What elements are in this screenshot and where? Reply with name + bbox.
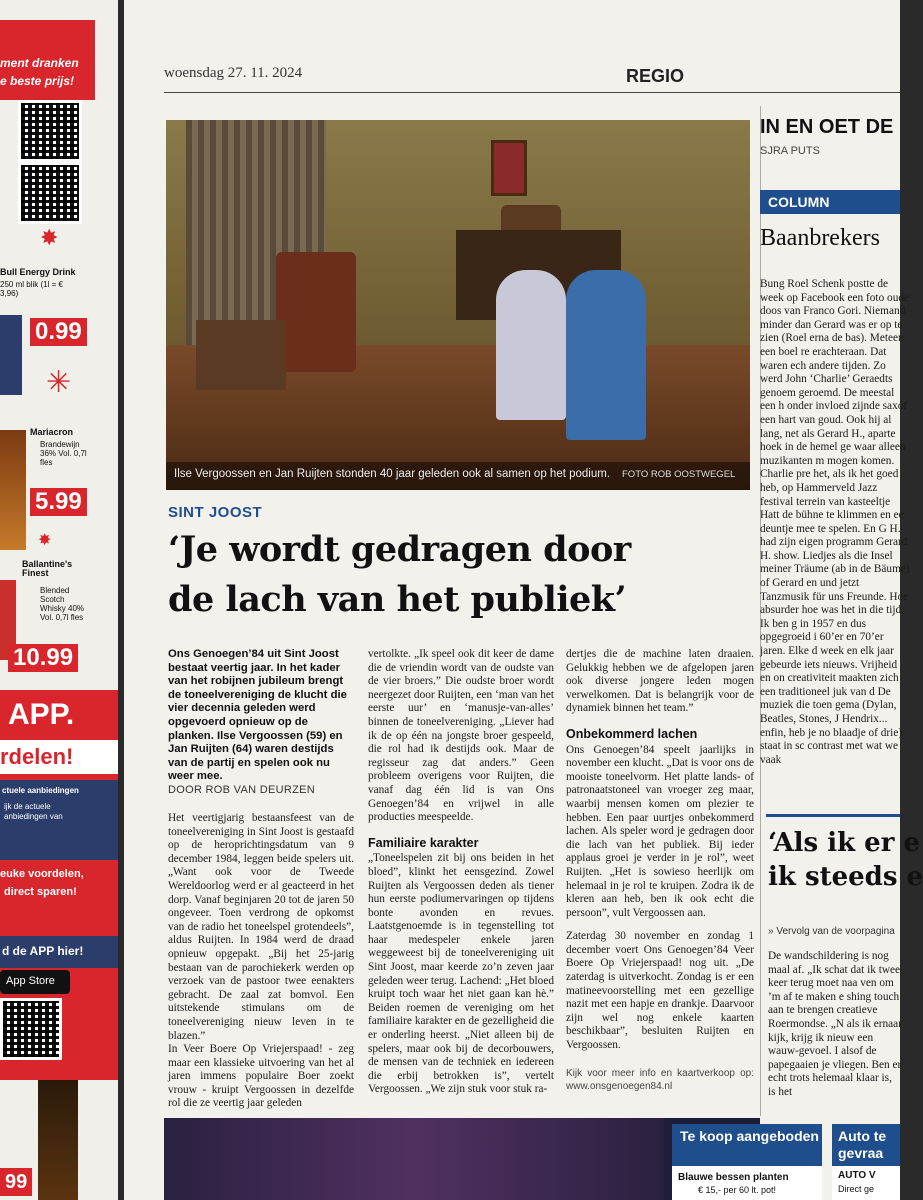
headline-line-2: de lach van het publiek’ bbox=[168, 579, 627, 620]
ad-banner-line-2: e beste prijs! bbox=[0, 74, 75, 88]
subhead: Familiaire karakter bbox=[368, 835, 479, 850]
app-ad-sub: rdelen! bbox=[0, 744, 74, 769]
classified-ad-1-title: Te koop aangeboden bbox=[680, 1128, 819, 1144]
qr-code bbox=[0, 998, 62, 1060]
side-table bbox=[196, 320, 286, 390]
continued-note: » Vervolg van de voorpagina bbox=[768, 926, 895, 937]
painting bbox=[491, 140, 527, 196]
pull-quote bbox=[768, 826, 923, 894]
article-column-2 bbox=[368, 648, 554, 1097]
pull-quote-line-1: ‘Als ik er e bbox=[768, 828, 920, 858]
continued-body: De wandschildering is nog maal af. „Ik schat dat ik twee keer terug moet naa ven om ’m af te maken e shing touch aan te brengen creatieve Roermondse. „N als ik ernaar kijk, krijg ik nieuw een wauw-gevoel. I alsof de papegaaien je vliegen. Ben er echt trots helemaal klaar is, is het bbox=[768, 950, 902, 1098]
article-column-1 bbox=[168, 812, 354, 1111]
app-line: d de APP hier! bbox=[2, 944, 84, 958]
product-detail: Brandewijn 36% Vol. 0,7l fles bbox=[40, 440, 87, 467]
ad-banner-line-1: ment dranken bbox=[0, 56, 79, 70]
star-icon: ✸ bbox=[40, 226, 59, 251]
page-date: woensdag 27. 11. 2024 bbox=[164, 65, 303, 81]
product-detail: Blended Scotch Whisky 40% Vol. 0,7l fles bbox=[40, 586, 85, 622]
whisky-ad bbox=[0, 1080, 118, 1200]
classified-ad-2-item: AUTO V bbox=[838, 1170, 876, 1181]
paragraph: „Toneelspelen zit bij ons beiden in het bloed”, klinkt het eensgezind. Zowel Ruijten als Vergoossen deden als tiener hun eerste podiumervaringen op tijdens bonte avonden en revues. Laatstgenoemde is in tegenstelling tot haar medespeler enkele jaren weggeweest bij de toneelvereniging uit Sint Joost, maar keerde zo’n zeven jaar geleden weer terug. Lachend: „Het bloed kruipt toch waar het niet gaan kan hè.” Beiden roemen de vereniging om het familiaire karakter en de gezelligheid die er onderling heerst. „Niet alleen bij de spelers, maar ook bij de decorbouwers, de mensen van de techniek en iedereen die erbij betrokken is”, vertelt Vergoossen. „We zijn stuk voor stuk ra- bbox=[368, 852, 554, 1096]
ad-top-banner bbox=[0, 20, 95, 100]
app-line: direct sparen! bbox=[4, 886, 77, 898]
armchair bbox=[276, 252, 356, 372]
app-cta-box bbox=[0, 936, 118, 968]
product-name: Mariacron bbox=[30, 427, 74, 437]
article-lead: Ons Genoegen’84 uit Sint Joost bestaat veertig jaar. In het kader van het robijnen jubileum brengt de toneelvereniging de klucht die vier decennia geleden werd opgevoerd opnieuw op de planken. Ilse Vergoossen (59) en Jan Ruijten (64) waren destijds van de partij en spelen ook nu weer mee. bbox=[168, 648, 347, 783]
left-ad-page bbox=[0, 0, 118, 1200]
classified-ad-1-body bbox=[672, 1166, 822, 1200]
price-tag: 0.99 bbox=[30, 318, 87, 346]
paragraph: Zaterdag 30 november en zondag 1 december voert Ons Genoegen’84 Veer Boere Op Vriejerspaad! nog uit. „De zaterdag is uitverkocht. Zondag is er een matineevoorstelling met een gezellige nazit met een hapje en drankje. Daarvoor zijn wel nog enkele kaarten beschikbaar”, besluiten Ruijten en Vergoossen. bbox=[566, 930, 754, 1052]
bottle-image bbox=[38, 1080, 78, 1200]
star-icon: ✸ bbox=[38, 530, 52, 549]
qr-code bbox=[18, 100, 82, 162]
newspaper-page bbox=[124, 0, 923, 1200]
bottom-ad-image bbox=[164, 1118, 760, 1200]
app-line: ctuele aanbiedingen bbox=[2, 786, 79, 795]
classified-ad-1-header bbox=[672, 1124, 822, 1166]
photo-credit: FOTO ROB OOSTWEGEL bbox=[622, 469, 736, 480]
classified-ad-1-price: € 15,- per 60 lt. pot! bbox=[698, 1185, 777, 1195]
app-promo-box bbox=[0, 780, 118, 860]
price-tag: 5.99 bbox=[30, 488, 87, 516]
paragraph: In Veer Boere Op Vriejerspaad! - zeg maar een klassieke uitvoering van het al jaren immens populaire Boer zoekt vrouw - kruipt Vergoossen in dezelfde rol die ze veertig jaar geleden bbox=[168, 1043, 354, 1110]
classified-ad-2-sub: Direct ge bbox=[838, 1184, 875, 1194]
article-byline: DOOR ROB VAN DEURZEN bbox=[168, 784, 315, 796]
column-author: SJRA PUTS bbox=[760, 145, 820, 157]
price-tag: 10.99 bbox=[8, 644, 78, 672]
column-label: COLUMN bbox=[768, 194, 830, 210]
classified-ad-2-title: Auto te gevraa bbox=[838, 1128, 887, 1161]
person-right bbox=[566, 270, 646, 440]
classified-ad-2-header bbox=[832, 1124, 900, 1166]
column-body: Bung Roel Schenk postte de week op Facebook een foto oude doos van Franco Gori. Niemand minder dan Gerard was er op te zien (Roel erna de bas). Meteen een boel re erachteraan. Dat waren ech andere tijden. Zo werd John ‘Charlie’ Geraedts genoem geroemd. De meestal een h onder invloed zijnde saxof een hart van goud. Ook hij al lang, net als Gerard H., aparte hoek in de hemel ge waar alleen muzikanten m mogen komen. Charlie pre het, als ik het goed heb, op Hammerveld Jazz festival terrein van kasteeltje Hatt de bühne te klimmen en ee deuntje mee te spelen. En G H. had zijn eigen programm Gerard H. show. Liedjes als die Insel meiner Träume (ab in de Bäume) of Gerard en und jetzt Tanzmusik für uns Freunde. Hoe absurder hoe was het in die tijd. Ik ben g in 1957 en dus opgegroeid i 60’er en 70’er jaren. Elke d week en elk jaar gebeurde iets nieuws. Vrijheid en on creativiteit maakten zich een traditioneel juk van d De muziek die toen gema (Dylan, Beatles, Stones, J Hendrix... enfin, heb je no blaadje of drie) staat in sc contrast met wat we vaak bbox=[760, 278, 910, 766]
pull-quote-line-2: ik steeds e bbox=[768, 862, 923, 892]
app-line: anbiedingen van bbox=[4, 812, 63, 821]
header-rule bbox=[164, 92, 900, 93]
app-store-badge[interactable] bbox=[0, 970, 70, 994]
classified-ad-2-body bbox=[832, 1166, 900, 1200]
classified-ad-1-item: Blauwe bessen planten bbox=[678, 1172, 789, 1183]
article-photo bbox=[166, 120, 750, 490]
price-tag: 99 bbox=[0, 1168, 32, 1196]
qr-code bbox=[18, 162, 82, 224]
paragraph: Het veertigjarig bestaansfeest van de toneelvereniging in Sint Joost is gestaafd op de heroprichtingsdatum van 9 december 1984, leggen beide spelers uit. „Want ook voor de Tweede Wereldoorlog werd er al geacteerd in het dorp. Vanaf beginjaren 20 tot de jaren 50 ongeveer. Toen verdrong de opkomst van de radio het toneelspel grotendeels”, aldus Ruijten. In 1984 werd de draad opnieuw opgepakt. „Bij het 25-jarig bestaan van de parochiekerk werden op verzoek van de pastoor twee eenakters gebracht. De zaal zat bomvol. Een uitstekende stimulans om de toneelvereniging nieuw leven in te blazen.” bbox=[168, 812, 354, 1042]
can-image bbox=[0, 315, 22, 395]
article-column-3 bbox=[566, 648, 754, 1094]
info-link[interactable]: Kijk voor meer info en kaartverkoop op: www.onsgenoegen84.nl bbox=[566, 1067, 754, 1093]
paragraph: dertjes die de machine laten draaien. Gelukkig hebben we de afgelopen jaren ook diverse jongere leden mogen verwelkomen. Dat is belangrijk voor de dynamiek binnen het team.” bbox=[566, 648, 754, 715]
bottle-image bbox=[0, 430, 26, 550]
radio bbox=[501, 205, 561, 230]
article-kicker: SINT JOOST bbox=[168, 504, 263, 521]
app-ad-title: APP. bbox=[8, 698, 75, 731]
ad-graphic bbox=[164, 1118, 664, 1200]
product-name: Bull Energy Drink bbox=[0, 267, 76, 277]
person-left bbox=[496, 270, 566, 420]
paragraph: vertolkte. „Ik speel ook dit keer de dame die de vriendin wordt van de oudste van de vier broers.” Die oudste broer wordt neergezet door Ruijten, een ‘man van het eerste uur’ en ‘manusje-van-alles’ binnen de toneelvereniging. „Liever had ik de op één na jongste broer gespeeld, die rol had ik destijds ook. Maar de regisseur zag dat anders.” Geen probleem overigens voor Ruijten, die vanaf dag één lid is van Ons Genoegen’84 en vrijwel in alle producties meespeelde. bbox=[368, 648, 554, 824]
app-line: euke voordelen, bbox=[0, 868, 84, 880]
column-title: Baanbrekers bbox=[760, 225, 880, 251]
app-store-label: App Store bbox=[6, 975, 55, 987]
burst-icon: ✳ bbox=[46, 365, 72, 400]
column-masthead: IN EN OET DE bbox=[760, 116, 894, 138]
app-ad bbox=[0, 690, 118, 1200]
product-detail: 250 ml blik (1l = € 3,96) bbox=[0, 280, 63, 298]
headline-line-1: ‘Je wordt gedragen door bbox=[168, 529, 631, 570]
product-name: Ballantine's Finest bbox=[22, 559, 73, 578]
paragraph: Ons Genoegen’84 speelt jaarlijks in november een klucht. „Dat is voor ons de mooiste toneelvorm. Het platte lands- of patronaatstoneel van vroeger zeg maar, waarbij mensen komen om plezier te hebben. Een paar uurtjes onbekommerd lachen. Als speler word je gedragen door die lach van het publiek. Bij ieder applaus groei je verder in je rol”, weet Ruijten. „Het is sowieso heerlijk om helemaal in je rol te kruipen. Zodra ik de kleren aan heb, ben ik ook echt die persoon”, vult Vergoossen aan. bbox=[566, 743, 754, 919]
section-title: REGIO bbox=[626, 66, 685, 86]
column-label-bar bbox=[760, 190, 900, 214]
quote-rule bbox=[766, 814, 900, 817]
photo-caption: Ilse Vergoossen en Jan Ruijten stonden 40 jaar geleden ook al samen op het podium. bbox=[174, 468, 611, 480]
subhead: Onbekommerd lachen bbox=[566, 726, 698, 741]
app-line: ijk de actuele bbox=[4, 802, 51, 811]
